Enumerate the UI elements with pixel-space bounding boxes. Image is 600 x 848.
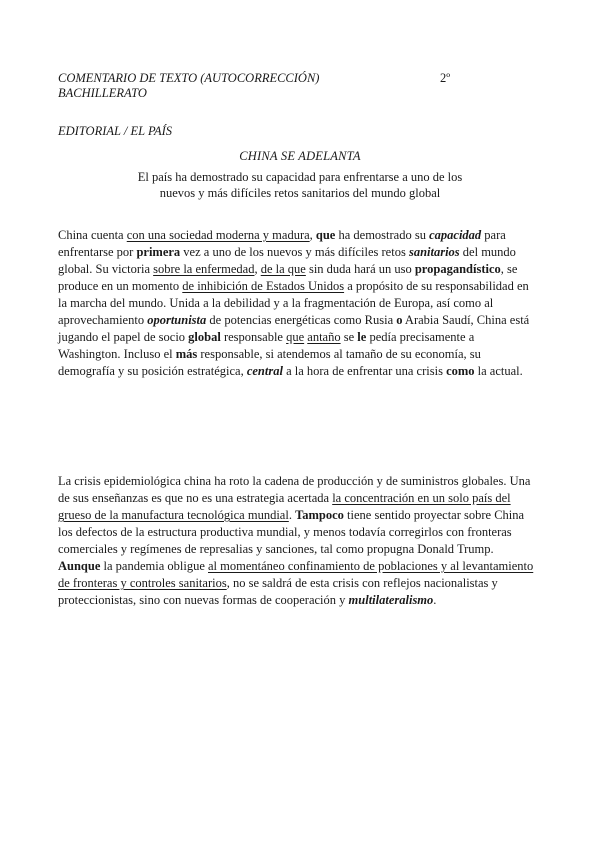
bold-word: primera [136,245,181,259]
course-number: 2º [440,71,451,85]
text-run: ha demostrado su [335,228,430,242]
text-run: Arabia Saudí, China está jugando el papel de socio [58,313,530,344]
bold-word: propagandístico [414,262,501,276]
document-header [58,71,451,101]
text-run: de potencias energéticas como Rusia [206,313,397,327]
text-run: vez a uno de los nuevos y más difíciles retos [180,245,409,259]
course-title: COMENTARIO DE TEXTO (AUTOCORRECCIÓN) [58,71,320,85]
text-run: del mundo global. Su victoria [58,245,516,276]
article-title: CHINA SE ADELANTA [239,149,361,163]
text-run: La crisis epidemiológica china ha roto la cadena de producción y de suministros globales. Una de sus enseñanzas es que no es una estrategia acertada [58,474,531,505]
text-run: sin duda hará un uso [305,262,415,276]
text-run: . [288,508,296,522]
underlined-phrase: la concentración en un solo país del grueso de la manufactura tecnológica mundial [58,491,511,522]
bold-word: global [188,330,221,344]
text-run: , [254,262,261,276]
bold-word: Aunque [58,559,101,573]
paragraph-1 [58,227,538,380]
text-run: la actual. [474,364,523,378]
underlined-phrase: que [286,330,305,344]
bold-word: o [396,313,403,327]
underlined-phrase: sobre la enfermedad [153,262,255,276]
underlined-phrase: de la que [260,262,306,276]
text-run: , se produce en un momento [58,262,518,293]
text-run: responsable, si atendemos al tamaño de su economía, su demografía y su posición estratégica, [58,347,481,378]
underlined-phrase: de inhibición de Estados Unidos [182,279,345,293]
text-run: . [433,593,437,607]
bold-italic-word: multilateralismo [348,593,434,607]
bold-word: más [175,347,198,361]
bold-word: que [315,228,336,242]
bold-word: Tampoco [295,508,344,522]
text-run: se [340,330,358,344]
course-level: BACHILLERATO [58,86,147,100]
underlined-phrase: con una sociedad moderna y madura [126,228,310,242]
text-run: China cuenta [58,228,127,242]
paragraph-2 [58,473,538,609]
text-run: para enfrentarse por [58,228,506,259]
bold-word: le [357,330,367,344]
text-run: la pandemia obligue [100,559,208,573]
bold-italic-word: oportunista [147,313,207,327]
text-run: a la hora de enfrentar una crisis [282,364,447,378]
section-label: EDITORIAL / EL PAÍS [58,124,173,138]
bold-italic-word: sanitarios [408,245,460,259]
bold-italic-word: capacidad [429,228,482,242]
underlined-phrase: al momentáneo confinamiento de poblaciones y al levantamiento de fronteras y controles sanitarios [58,559,534,590]
text-run: responsable [220,330,287,344]
article-subtitle: El país ha demostrado su capacidad para enfrentarse a uno de los nuevos y más difíciles retos sanitarios del mundo global [137,170,463,200]
bold-word: como [446,364,475,378]
text-run: tiene sentido proyectar sobre China los defectos de la estructura productiva mundial, y menos todavía corregirlos con fronteras comerciales y regímenes de represalias y sanciones, tal como propugna Donald Trump. [58,508,525,556]
underlined-phrase: antaño [307,330,341,344]
text-run: , [309,228,316,242]
text-run: , no se saldrá de esta crisis con reflejos nacionalistas y proteccionistas, sino con nuevas formas de cooperación y [58,576,498,607]
bold-italic-word: central [246,364,283,378]
text-run: a propósito de su responsabilidad en la marcha del mundo. Unida a la debilidad y a la fragmentación de Europa, así como al aprovechamiento [58,279,529,327]
text-run: pedía precisamente a Washington. Incluso el [58,330,475,361]
